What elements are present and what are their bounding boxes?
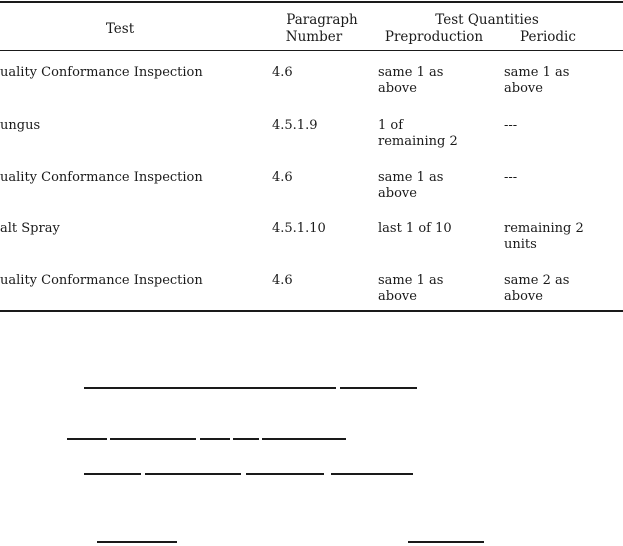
- header-paragraph-line2: Number: [285, 29, 343, 45]
- header-periodic: Periodic: [520, 29, 576, 45]
- row-test: alt Spray: [0, 221, 60, 236]
- blank-line: [67, 438, 107, 440]
- header-paragraph-line1: Paragraph: [286, 12, 358, 28]
- row-periodic: remaining 2 units: [504, 221, 584, 252]
- row-paragraph: 4.6: [272, 65, 293, 80]
- blank-line: [145, 473, 241, 475]
- blank-line: [331, 473, 413, 475]
- table-top-rule: [0, 1, 623, 3]
- row-periodic: ---: [504, 118, 518, 133]
- row-paragraph: 4.5.1.9: [272, 118, 318, 133]
- row-test: uality Conformance Inspection: [0, 170, 203, 185]
- blank-line: [262, 438, 346, 440]
- blank-line: [200, 438, 230, 440]
- header-test: Test: [105, 21, 135, 37]
- row-test: uality Conformance Inspection: [0, 65, 203, 80]
- row-paragraph: 4.6: [272, 170, 293, 185]
- blank-line: [340, 387, 417, 389]
- row-test: uality Conformance Inspection: [0, 273, 203, 288]
- row-test: ungus: [0, 118, 41, 133]
- blank-line: [97, 541, 177, 543]
- row-paragraph: 4.6: [272, 273, 293, 288]
- header-rule: [0, 50, 623, 51]
- row-periodic: ---: [504, 170, 518, 185]
- header-preproduction: Preproduction: [384, 29, 484, 45]
- blank-line: [246, 473, 324, 475]
- row-preproduction: same 1 as above: [378, 65, 444, 96]
- row-periodic: same 2 as above: [504, 273, 570, 304]
- blank-line: [233, 438, 259, 440]
- blank-line: [408, 541, 484, 543]
- blank-line: [84, 473, 141, 475]
- row-paragraph: 4.5.1.10: [272, 221, 326, 236]
- row-preproduction: same 1 as above: [378, 170, 444, 201]
- blank-line: [84, 387, 336, 389]
- row-preproduction: same 1 as above: [378, 273, 444, 304]
- header-test-quantities: Test Quantities: [435, 12, 539, 28]
- row-periodic: same 1 as above: [504, 65, 570, 96]
- row-preproduction: last 1 of 10: [378, 221, 452, 236]
- blank-line: [110, 438, 196, 440]
- table-bottom-rule: [0, 310, 623, 312]
- row-preproduction: 1 of remaining 2: [378, 118, 458, 149]
